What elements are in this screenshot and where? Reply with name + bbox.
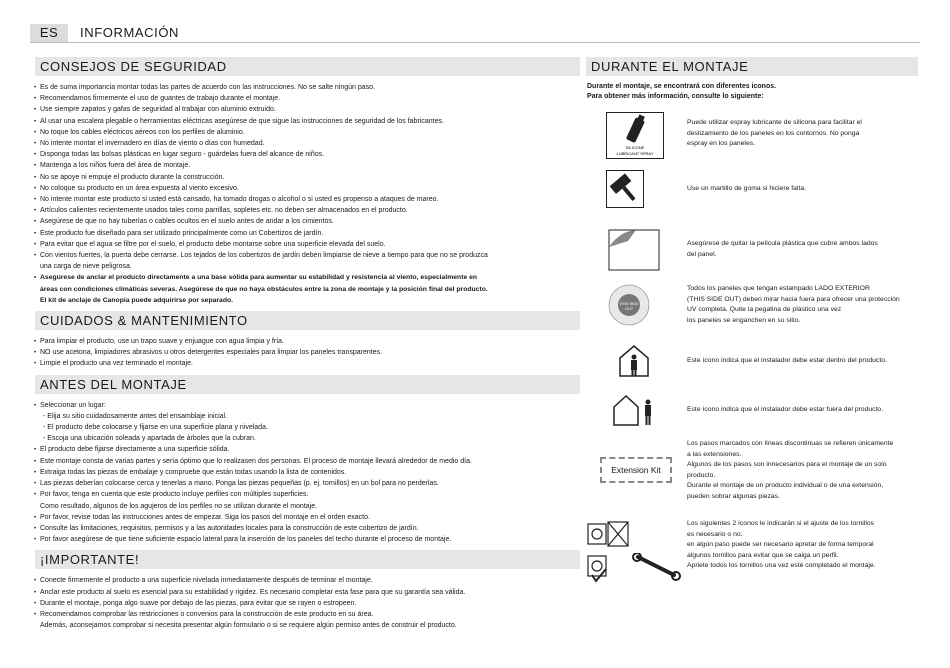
intro-line: Durante el montaje, se encontrará con diferentes iconos. [587,83,777,90]
film-description [687,239,878,260]
list-item: • Asegúrese de que no hay tuberías o cables ocultos en el suelo antes de andar a los cimientos. [35,216,580,227]
text-line: Los siguientes 2 íconos le indicarán si el ajuste de los tornillos [687,520,875,527]
section-title-assembly: DURANTE EL MONTAJE [586,57,918,76]
protective-film-icon [606,227,662,272]
anchoring-warning-line: El kit de anclaje de Canopia puede adquirirse por separado. [40,296,234,304]
spray-can-icon [607,113,663,158]
section-title-care: CUIDADOS & MANTENIMIENTO [35,311,580,330]
list-item: • Durante el montaje, ponga algo suave por debajo de las piezas, para evitar que se rayen o estropeen. [35,598,580,609]
list-item: • Recomendamos firmemente el uso de guantes de trabajo durante el montaje. [35,93,580,104]
svg-text:OUT: OUT [624,306,634,311]
list-item: • Este producto fue diseñado para ser utilizado principalmente como un Cobertizos de jardín. [35,228,580,239]
list-item: • No coloque su producto en un área expuesta al viento excesivo. [35,183,580,194]
list-item: • Es de suma importancia montar todas las partes de acuerdo con las instrucciones. No se salte ningún paso. [35,82,580,93]
text-line: Todos los paneles que tengan estampado LADO EXTERIOR [687,285,870,292]
list-item: • Con vientos fuertes, la puerta debe cerrarse. Los tejados de los cobertizos de jardín deben limpiarse de nieve a tiempo para que no se produzca [35,250,580,261]
list-item: • El producto debe fijarse directamente a una superficie sólida. [35,444,580,455]
list-item-continuation: una carga de nieve peligrosa. [40,263,132,271]
text-line: es necesario o no. [687,530,743,538]
assembly-intro [587,82,918,102]
text-line: Asegúrese de quitar la película plástica que cubre ambos lados [687,240,878,247]
text-line: pueden sobrar algunas piezas. [687,492,780,500]
page-header [30,24,920,43]
list-item: • Conecte firmemente el producto a una superficie nivelada inmediatamente después de terminar el montaje. [35,575,580,586]
text-line: algunos tornillos para evitar que se caiga un perfil. [687,551,839,559]
list-item: • Extraiga todas las piezas de embalaje y compruebe que están todas usando la lista de contenidos. [35,467,580,478]
list-item: • Al usar una escalera plegable o herramientas eléctricas asegúrese de que sigue las instrucciones de seguridad de los fabricantes. [35,116,580,127]
anchoring-warning: • Asegúrese de anclar el producto directamente a una base sólida para aumentar su estabilidad y resistencia al viento, especialmente en [35,272,580,283]
list-subitem: - Elija su sitio cuidadosamente antes del ensamblaje inicial. [43,412,228,420]
list-item: • Por favor asegúrese de que tiene suficiente espacio lateral para la inserción de los paneles del techo durante el proceso de montaje. [35,534,580,545]
text-line: Algunos de los pasos son innecesarios para el montaje de un solo [687,461,887,469]
text-line: los paneles se enganchen en su sitio. [687,316,801,324]
mallet-description [687,184,806,195]
screws-tighten-icon [586,551,630,587]
list-item: • No se apoye ni empuje el producto durante la construcción. [35,172,580,183]
text-line: Este ícono indica que el instalador debe estar fuera del producto. [687,406,884,413]
list-item: • Recomendamos comprobar las restricciones o convenios para la construcción de este producto en su área. [35,609,580,620]
rubber-mallet-icon [606,170,644,208]
silicone-spray-icon [606,112,664,159]
list-item-continuation: Como resultado, algunos de los agujeros de los perfiles no se utilizan durante el montaje. [40,502,318,510]
right-column [586,57,918,570]
list-item: • Anclar este producto al suelo es esencial para su estabilidad y rigidez. Es necesario completar esta fase para que su garantía sea válida. [35,587,580,598]
extension-kit-badge: Extension Kit [600,457,672,483]
list-subitem: - Escoja una ubicación soleada y apartada de árboles que la cubran. [43,435,256,443]
text-line: deslizamiento de los paneles en los contornos. No ponga [687,129,860,137]
text-line: producto. [687,471,716,479]
list-item: • No intente montar el invernadero en días de viento o días con humedad. [35,138,580,149]
list-item: • NO use acetona, limpiadores abrasivos u otros detergentes especiales para limpiar los paneles transparentes. [35,347,580,358]
text-line: Los pasos marcados con líneas discontinuas se refieren únicamente [687,440,894,447]
text-line: en algún paso puede ser necesario apretar de forma temporal [687,541,874,549]
language-badge: ES [30,24,68,42]
svg-text:THIS SIDE: THIS SIDE [619,301,639,306]
list-item: • Disponga todas las bolsas plásticas en lugar seguro - guárdelas fuera del alcance de niños. [35,149,580,160]
inside-description [687,356,887,367]
care-list [35,336,580,370]
list-item: • Artículos calientes recientemente usados tales como parrillas, sopletes etc. no deben ser almacenados en el producto. [35,205,580,216]
list-item: • Seleccionar un lugar: [35,400,580,411]
list-item: • Por favor, tenga en cuenta que este producto incluye perfiles con múltiples superficies. [35,489,580,500]
text-line: UV completa. Quite la pegatina de plástico una vez [687,306,842,314]
screws-loose-icon [586,519,630,549]
side-out-description [687,284,900,326]
installer-inside-icon [618,344,650,378]
section-title-important: ¡IMPORTANTE! [35,550,580,569]
text-line: Durante el montaje de un producto individual o de una extensión, [687,482,884,490]
screws-description [687,519,876,572]
svg-text:SILICONE: SILICONE [625,145,645,150]
list-item: • No toque los cables eléctricos aéreos con los perfiles de aluminio. [35,127,580,138]
installer-outside-icon [612,393,656,427]
text-line: (THIS SIDE OUT) deben mirar hacia fuera para ofrecer una protección [687,295,900,303]
safety-list [35,82,580,306]
this-side-out-icon [608,284,650,326]
important-list [35,575,580,631]
text-line: del panel. [687,250,717,258]
list-subitem: - El producto debe colocarse y fijarse en una superficie plana y nivelada. [43,424,268,432]
list-item: • Las piezas deberían colocarse cerca y tenerlas a mano. Ponga las piezas pequeñas (p. ej. tornillos) en un bol para no perderlas. [35,478,580,489]
list-item: • Limpie el producto una vez terminado el montaje. [35,358,580,369]
text-line: Puede utilizar espray lubricante de silicona para facilitar el [687,119,862,126]
list-item: • Consulte las limitaciones, requisitos, permisos y a las autoridades locales para la construcción de este cobertizo de jardín. [35,523,580,534]
extension-description [687,439,893,503]
list-item: • Mantenga a los niños fuera del área de montaje. [35,160,580,171]
text-line: a las extensiones. [687,450,742,458]
left-column [35,57,580,636]
section-title-before: ANTES DEL MONTAJE [35,375,580,394]
outside-description [687,405,883,416]
text-line: espray en los paneles. [687,140,756,148]
section-title-safety: CONSEJOS DE SEGURIDAD [35,57,580,76]
text-line: Apriete todos los tornillos una vez esté completado el montaje. [687,562,876,570]
list-item-continuation: Además, aconsejamos comprobar si necesita presentar algún formulario o si se requiere algún permiso antes de construir el producto. [40,622,457,630]
anchoring-warning-line: áreas con condiciones climáticas severas. Asegúrese de que no haya obstáculos entre la zona de montaje y la posición final del producto. [40,285,488,293]
list-item: • Por favor, revise todas las instrucciones antes de empezar. Siga los pasos del montaje en el orden exacto. [35,512,580,523]
spray-description [687,118,862,150]
list-item: • No intente montar este producto si usted está cansado, ha tomado drogas o alcohol o si usted es propenso a ataques de mareo. [35,194,580,205]
wrench-icon [632,553,682,581]
page-title: INFORMACIÓN [80,25,180,40]
svg-text:LUBRICANT SPRAY: LUBRICANT SPRAY [616,151,654,156]
text-line: Este ícono indica que el instalador debe estar dentro del producto. [687,357,887,364]
list-item: • Este montaje consta de varias partes y sería óptimo que lo realizasen dos personas. El proceso de montaje llevará alrededor de medio día. [35,456,580,467]
intro-line: Para obtener más información, consulte lo siguiente: [587,93,764,100]
list-item: • Para evitar que el agua se filtre por el suelo, el producto debe montarse sobre una superficie elevada del suelo. [35,239,580,250]
list-item: • Use siempre zapatos y gafas de seguridad al trabajar con aluminio extruido. [35,104,580,115]
before-list [35,400,580,546]
list-item: • Para limpiar el producto, use un trapo suave y enjuague con agua limpia y fría. [35,336,580,347]
text-line: Use un martillo de goma si hiciere falta. [687,185,806,192]
